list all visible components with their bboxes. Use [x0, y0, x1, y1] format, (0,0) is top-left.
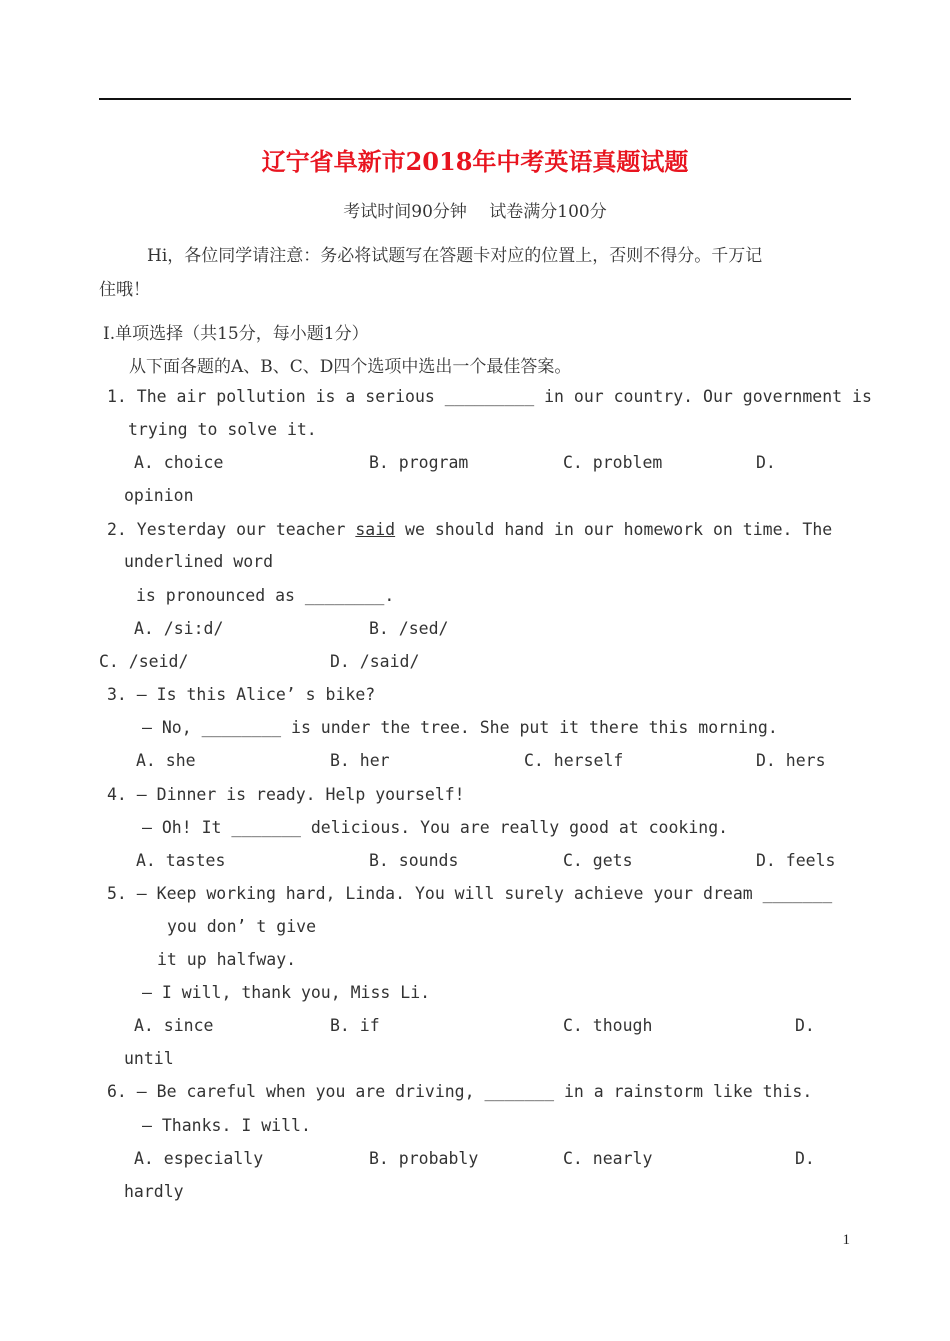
- question-6-line-1: 6. – Be careful when you are driving, _______ in a rainstorm like this.: [107, 1082, 813, 1101]
- q4-option-a: A. tastes: [136, 851, 226, 870]
- question-2-line-1: [107, 520, 832, 539]
- question-4-line-1: 4. – Dinner is ready. Help yourself!: [107, 785, 465, 804]
- question-3-line-2: – No, ________ is under the tree. She put it there this morning.: [142, 718, 778, 737]
- question-3-line-1: 3. – Is this Alice’ s bike?: [107, 685, 376, 704]
- question-5-line-1: 5. – Keep working hard, Linda. You will surely achieve your dream _______: [107, 884, 833, 903]
- q1-option-a: A. choice: [134, 453, 224, 472]
- q3-option-b: B. her: [330, 751, 390, 770]
- page-title: 辽宁省阜新市2018年中考英语真题试题: [261, 147, 689, 176]
- q6-option-d-text: hardly: [124, 1182, 184, 1201]
- notice-line-2: 住哦！: [99, 280, 150, 300]
- section-heading: Ⅰ.单项选择（共15分，每小题1分）: [103, 324, 369, 344]
- q6-option-c: C. nearly: [563, 1149, 653, 1168]
- q2-option-b: B. /sed/: [369, 619, 449, 638]
- question-4-line-2: – Oh! It _______ delicious. You are really good at cooking.: [142, 818, 729, 837]
- exam-info: 考试时间90分钟 试卷满分100分: [343, 202, 607, 222]
- q2-underlined-word: said: [355, 520, 396, 539]
- q1-option-b: B. program: [369, 453, 469, 472]
- section-instruction: 从下面各题的A、B、C、D四个选项中选出一个最佳答案。: [129, 357, 572, 377]
- q5-option-a: A. since: [134, 1016, 214, 1035]
- q6-option-d: D.: [795, 1149, 815, 1168]
- q5-option-b: B. if: [330, 1016, 380, 1035]
- question-5-line-2: you don’ t give: [167, 917, 317, 936]
- q5-option-d-text: until: [124, 1049, 174, 1068]
- question-1-line-2: trying to solve it.: [128, 420, 317, 439]
- question-5-line-3: it up halfway.: [157, 950, 297, 969]
- q1-option-d: D.: [756, 453, 776, 472]
- question-5-line-4: – I will, thank you, Miss Li.: [142, 983, 431, 1002]
- q2-text-pre: 2. Yesterday our teacher: [107, 520, 356, 539]
- question-2-line-2: underlined word: [124, 552, 274, 571]
- q6-option-a: A. especially: [134, 1149, 264, 1168]
- q3-option-c: C. herself: [524, 751, 624, 770]
- q3-option-a: A. she: [136, 751, 196, 770]
- q2-option-a: A. /si:d/: [134, 619, 224, 638]
- q2-text-post: we should hand in our homework on time. The: [395, 520, 833, 539]
- question-6-line-2: – Thanks. I will.: [142, 1116, 311, 1135]
- q4-option-d: D. feels: [756, 851, 836, 870]
- question-1: [107, 387, 872, 406]
- q3-option-d: D. hers: [756, 751, 826, 770]
- question-2-line-3: is pronounced as ________.: [136, 586, 395, 605]
- q4-option-b: B. sounds: [369, 851, 459, 870]
- q4-option-c: C. gets: [563, 851, 633, 870]
- page-number: 1: [842, 1232, 850, 1248]
- q5-option-d: D.: [795, 1016, 815, 1035]
- q1-option-d-text: opinion: [124, 486, 194, 505]
- q5-option-c: C. though: [563, 1016, 653, 1035]
- q1-option-c: C. problem: [563, 453, 663, 472]
- q6-option-b: B. probably: [369, 1149, 479, 1168]
- header-rule: [99, 98, 851, 100]
- notice-line-1: Hi，各位同学请注意：务必将试题写在答题卡对应的位置上，否则不得分。千万记: [147, 246, 763, 266]
- q2-option-d: D. /said/: [330, 652, 420, 671]
- question-1-line-1: 1. The air pollution is a serious _________ in our country. Our government is: [107, 387, 872, 406]
- q2-option-c: C. /seid/: [99, 652, 189, 671]
